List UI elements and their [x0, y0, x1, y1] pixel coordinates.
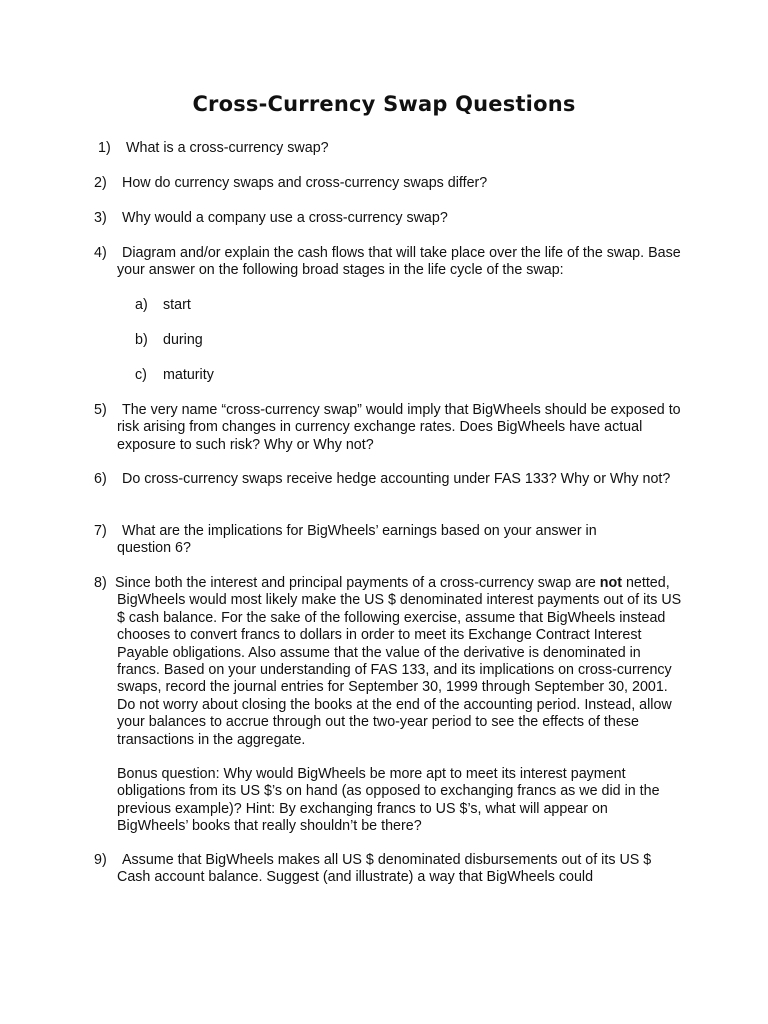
question-number: 3) [94, 210, 107, 226]
question-3 [94, 210, 694, 227]
question-number: 8) [94, 575, 107, 591]
document-title: Cross-Currency Swap Questions [192, 92, 576, 116]
question-number: 1) [98, 140, 111, 156]
question-number: 9) [94, 852, 107, 868]
question-text-part: Since both the interest and principal payments of a cross-currency swap are [115, 575, 600, 591]
question-text: What are the implications for BigWheels’ earnings based on your answer in question 6? [117, 523, 597, 557]
stage-c [135, 367, 214, 384]
question-text: Diagram and/or explain the cash flows that will take place over the life of the swap. Base your answer on the following broad stages in the life cycle of the swap: [117, 245, 681, 279]
question-text: Do cross-currency swaps receive hedge accounting under FAS 133? Why or Why not? [122, 471, 671, 487]
question-5 [94, 402, 684, 454]
question-9 [94, 852, 684, 887]
stage-text: start [163, 297, 191, 313]
stage-text: during [163, 332, 203, 348]
question-text: The very name “cross-currency swap” would imply that BigWheels should be exposed to risk arising from changes in currency exchange rates. Does BigWheels have actual exposure to such risk? Why or Why not? [117, 402, 681, 453]
question-number: 7) [94, 523, 107, 539]
question-1 [98, 140, 698, 157]
stage-letter: a) [135, 297, 148, 313]
question-text: Assume that BigWheels makes all US $ denominated disbursements out of its US $ Cash account balance. Suggest (and illustrate) a way that BigWheels could [117, 852, 652, 886]
stage-letter: b) [135, 332, 148, 348]
question-text: How do currency swaps and cross-currency swaps differ? [122, 175, 488, 191]
question-4 [94, 245, 684, 280]
question-number: 2) [94, 175, 107, 191]
question-6 [94, 471, 684, 488]
question-number: 5) [94, 402, 107, 418]
question-number: 4) [94, 245, 107, 261]
bonus-question: Bonus question: Why would BigWheels be more apt to meet its interest payment obligations from its US $’s on hand (as opposed to exchanging francs as we did in the previous example)? Hint: By exchanging francs to US $’s, what will appear on BigWheels’ books that really shouldn’t be there? [117, 766, 660, 835]
question-7 [94, 523, 654, 558]
stage-b [135, 332, 203, 349]
question-text [94, 575, 684, 749]
question-2 [94, 175, 694, 192]
question-number: 6) [94, 471, 107, 487]
question-text-part: netted, BigWheels would most likely make the US $ denominated interest payments out of its US $ cash balance. For the sake of the following exercise, assume that BigWheels instead chooses to convert francs to dollars in order to meet its Exchange Contract Interest Payable obligations. Also assume that the value of the derivative is denominated in francs. Based on your understanding of FAS 133, and its implications on cross-currency swaps, record the journal entries for September 30, 1999 through September 30, 2001. Do not worry about closing the books at the end of the accounting period. Instead, allow your balances to accrue through out the two-year period to see the effects of these transactions in the aggregate. [117, 575, 682, 748]
emphasis-not: not [599, 575, 622, 591]
question-text: Why would a company use a cross-currency swap? [122, 210, 448, 226]
stage-a [135, 297, 191, 314]
question-text: What is a cross-currency swap? [126, 140, 329, 156]
question-8 [94, 575, 684, 749]
stage-letter: c) [135, 367, 147, 383]
stage-text: maturity [163, 367, 214, 383]
